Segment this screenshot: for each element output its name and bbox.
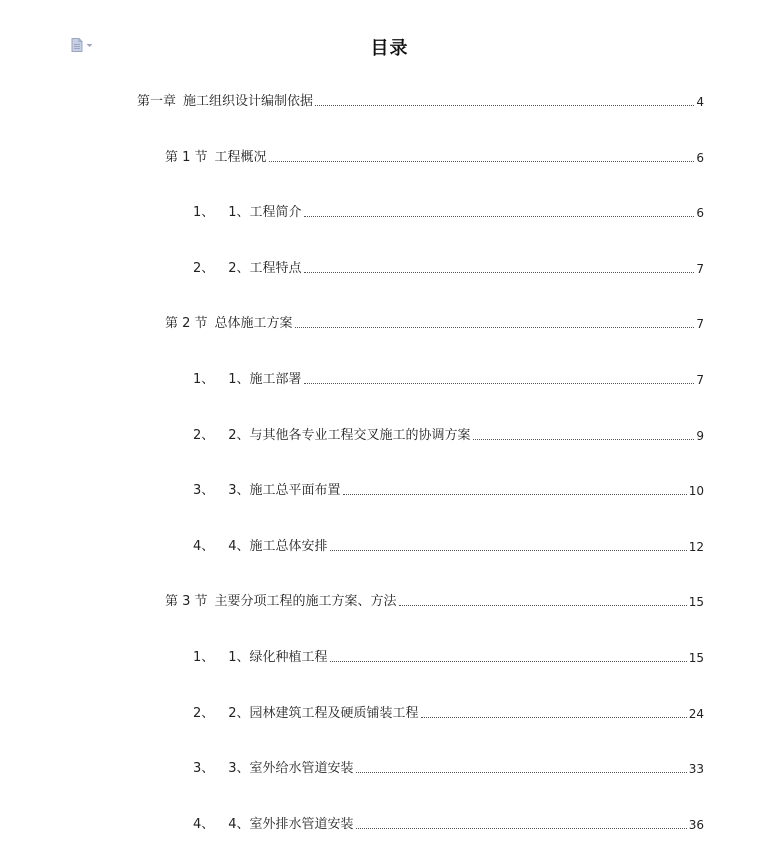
toc-entry-text: 1、绿化种植工程 [228,650,328,665]
toc-page-number: 6 [696,151,704,165]
toc-entry-number: 3、 [193,761,215,776]
toc-entry[interactable] [193,760,704,778]
toc-entry[interactable] [193,260,704,278]
toc-leader-dots [269,161,695,162]
toc-entry-text: 施工组织设计编制依据 [183,94,314,109]
toc-entry-number: 第 3 节 [165,594,208,609]
toc-entry-number: 2、 [193,428,215,443]
toc-entry-label [193,649,328,667]
toc-entry-number: 4、 [193,817,215,832]
toc-entry[interactable] [165,315,704,333]
toc-entry-number: 1、 [193,372,215,387]
toc-entry[interactable] [137,93,704,111]
toc-leader-dots [304,216,695,217]
toc-entry[interactable] [165,593,704,611]
toc-page-number: 7 [696,317,704,331]
toc-leader-dots [315,105,694,106]
toc-page-number: 9 [696,429,704,443]
toc-entry-label [193,705,419,723]
toc-leader-dots [356,828,687,829]
toc-entry-text: 2、园林建筑工程及硬质铺装工程 [228,706,419,721]
toc-page-number: 15 [688,595,704,609]
toc-page-number: 4 [696,95,704,109]
toc-entry-text: 3、室外给水管道安装 [228,761,354,776]
toc-entry-label [193,538,328,556]
toc-entry-number: 1、 [193,650,215,665]
toc-entry[interactable] [193,371,704,389]
toc-entry-number: 1、 [193,205,215,220]
toc-entry-label [165,593,397,611]
toc-entry-text: 4、室外排水管道安装 [228,817,354,832]
toc-entry-label [193,260,302,278]
toc-entry-label [193,204,302,222]
toc-entry-number: 4、 [193,539,215,554]
toc-page-number: 7 [696,373,704,387]
toc-leader-dots [473,439,695,440]
toc-leader-dots [330,661,687,662]
toc-page-number: 36 [688,818,704,832]
toc-page-number: 12 [688,540,704,554]
toc-entry-text: 3、施工总平面布置 [228,483,341,498]
toc-page-number: 10 [688,484,704,498]
toc-entry-label [193,427,471,445]
toc-entry-text: 1、工程简介 [228,205,302,220]
toc-entry-text: 工程概况 [214,150,267,165]
toc-leader-dots [343,494,687,495]
toc-entry-text: 主要分项工程的施工方案、方法 [214,594,397,609]
toc-page-number: 33 [688,762,704,776]
toc-page-number: 15 [688,651,704,665]
toc-leader-dots [304,272,695,273]
toc-entry-label [193,482,341,500]
toc-entry[interactable] [193,204,704,222]
toc-entry-text: 总体施工方案 [214,316,293,331]
toc-entry-number: 2、 [193,706,215,721]
toc-entry[interactable] [193,816,704,834]
toc-entry-text: 4、施工总体安排 [228,539,328,554]
toc-leader-dots [304,383,695,384]
toc-entry-number: 3、 [193,483,215,498]
toc-entry[interactable] [193,538,704,556]
toc-entry-number: 2、 [193,261,215,276]
toc-entry-label [137,93,313,111]
toc-leader-dots [421,717,687,718]
toc-entry-label [165,149,267,167]
toc-entry-number: 第一章 [137,94,177,109]
toc-entry[interactable] [193,705,704,723]
toc-leader-dots [330,550,687,551]
toc-entry[interactable] [193,649,704,667]
toc-entry-text: 1、施工部署 [228,372,302,387]
toc-entry[interactable] [193,427,704,445]
toc-entry[interactable] [165,149,704,167]
toc-entry-text: 2、工程特点 [228,261,302,276]
toc-page-number: 24 [688,707,704,721]
toc-page-number: 6 [696,206,704,220]
toc-entry-number: 第 2 节 [165,316,208,331]
toc-page-number: 7 [696,262,704,276]
toc-entry-text: 2、与其他各专业工程交叉施工的协调方案 [228,428,471,443]
toc-entry-label [165,315,293,333]
toc-entry-label [193,371,302,389]
toc-entry-label [193,760,354,778]
toc-entry[interactable] [193,482,704,500]
toc-leader-dots [295,327,695,328]
toc-entry-label [193,816,354,834]
toc-leader-dots [399,605,687,606]
toc-leader-dots [356,772,687,773]
toc-entry-number: 第 1 节 [165,150,208,165]
toc-title: 目录 [370,38,409,59]
